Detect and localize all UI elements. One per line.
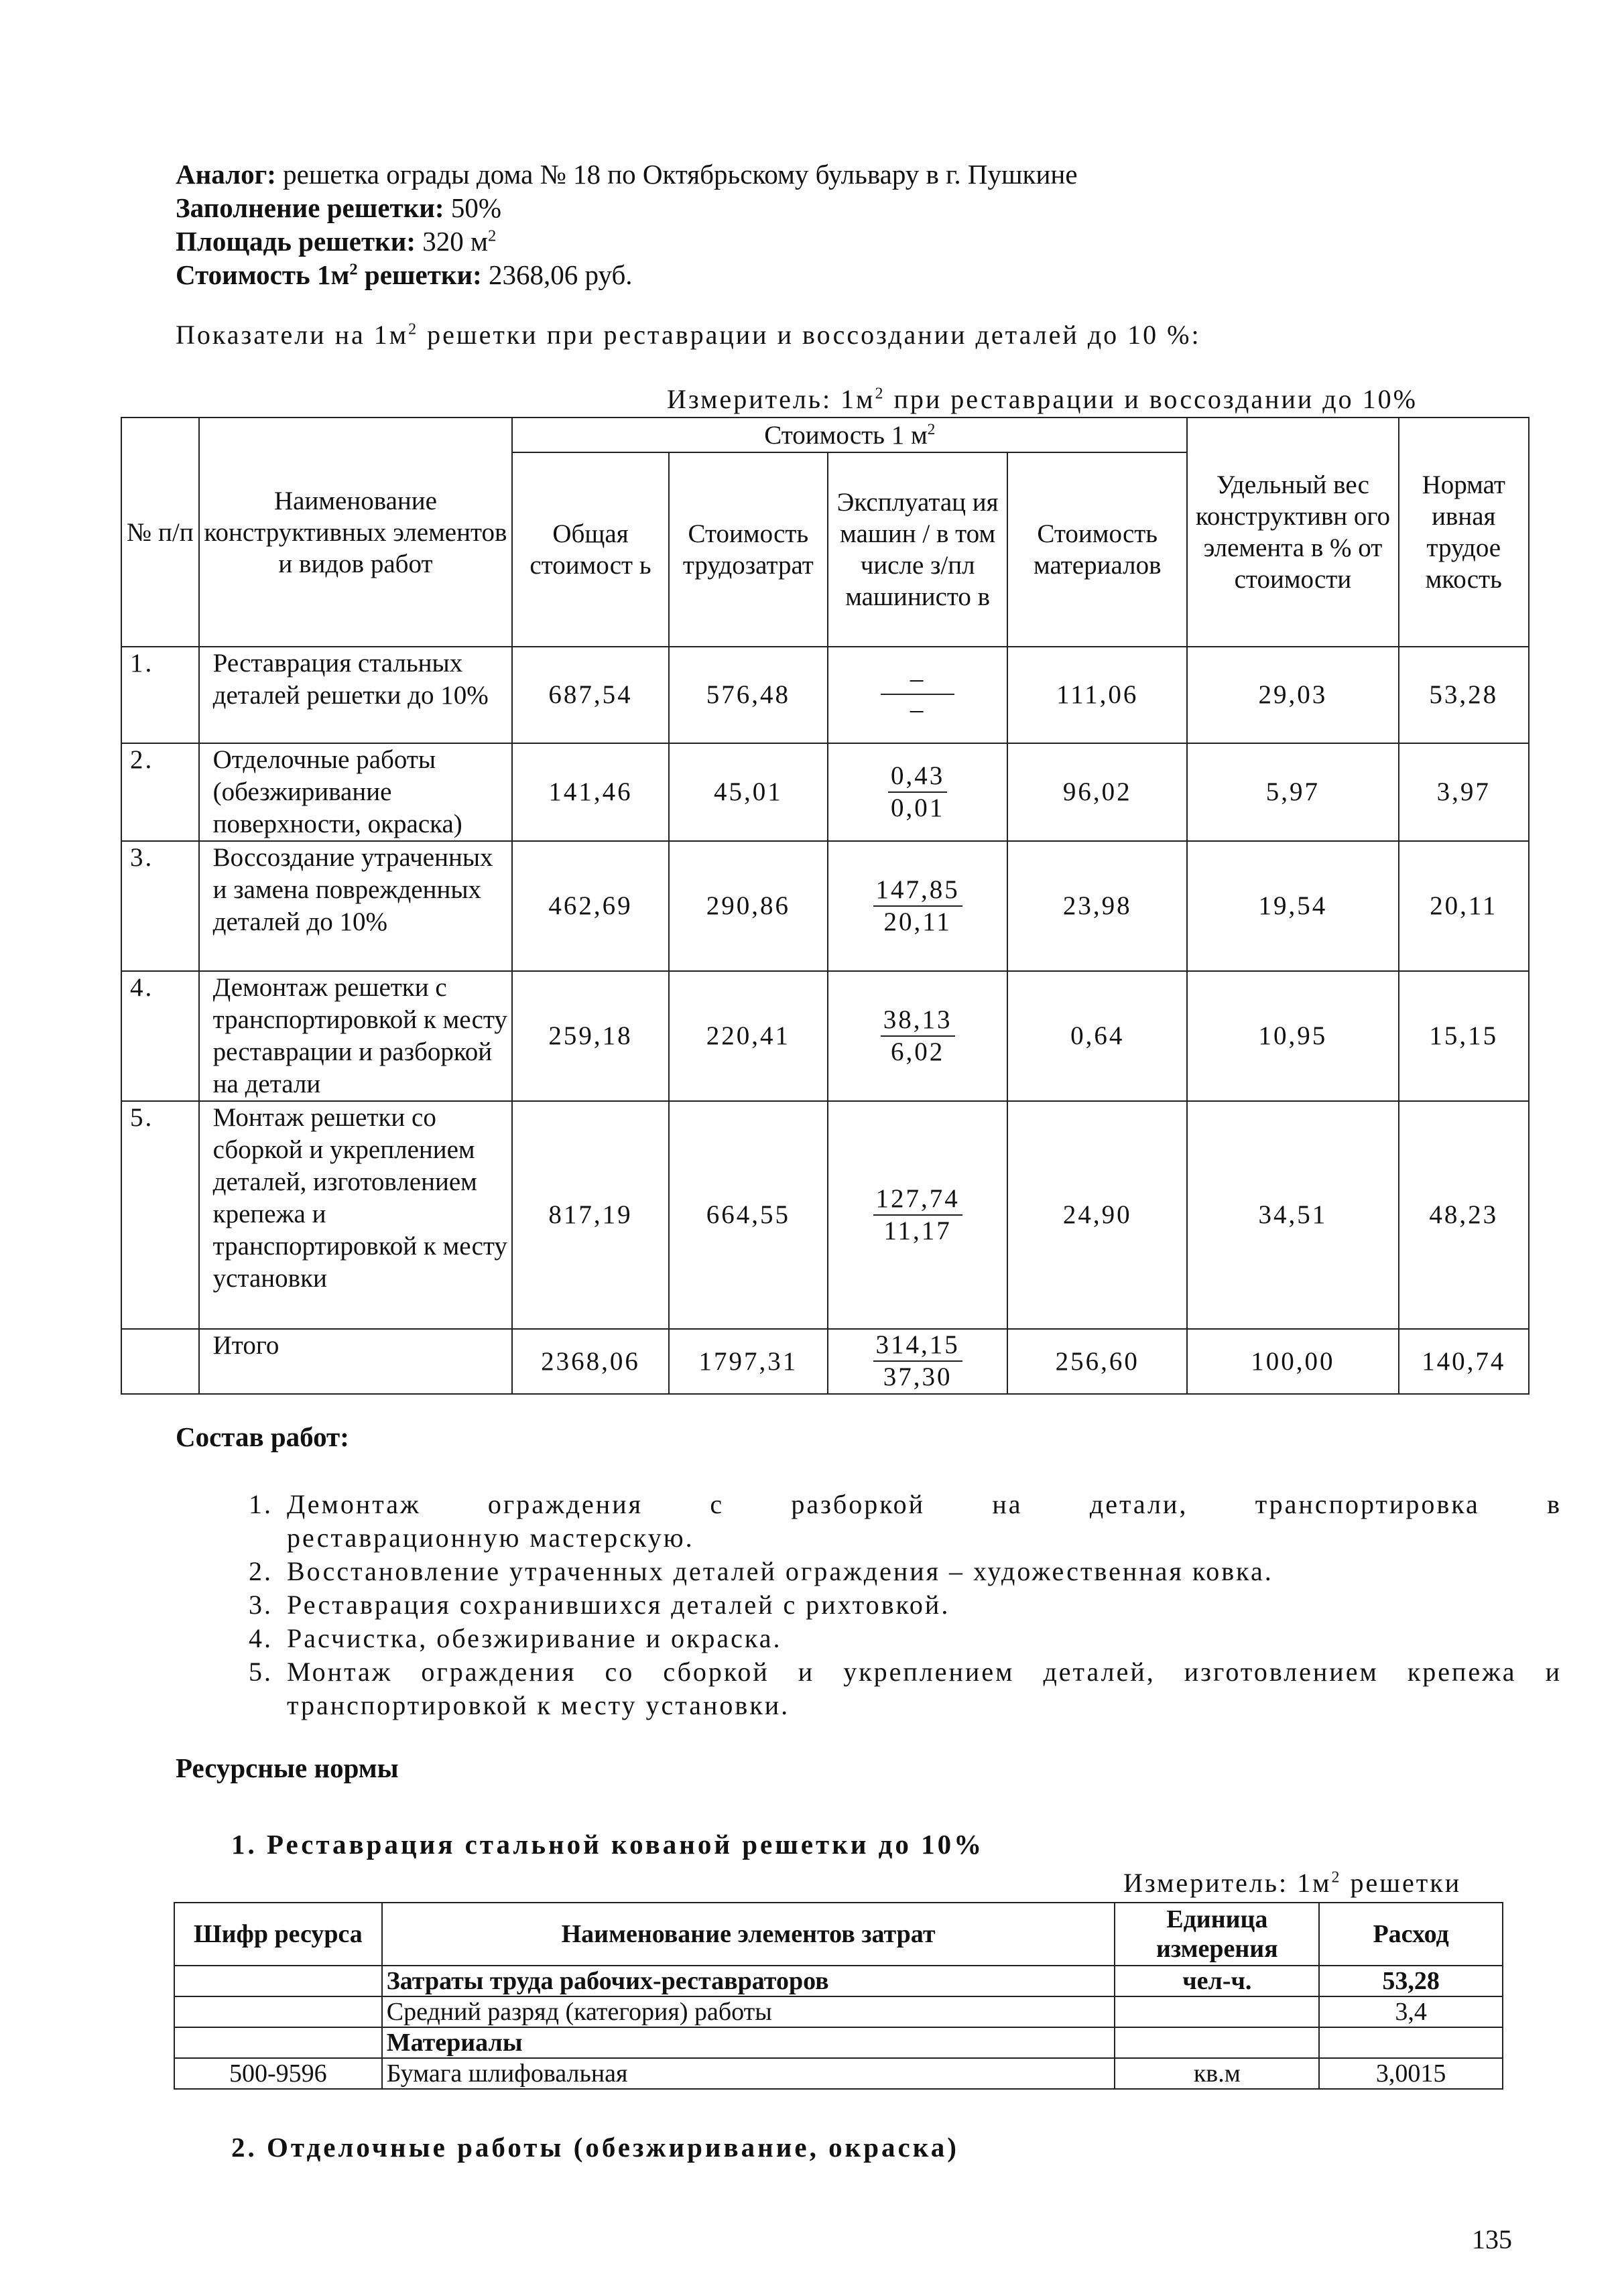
row-name: Монтаж решетки со сборкой и укреплением деталей, изготовлением крепежа и транспортировкой к месту установки — [199, 1101, 513, 1329]
cost-line — [176, 259, 633, 291]
resource-unit — [1115, 2027, 1319, 2058]
row-machines-top: 0,43 — [888, 761, 947, 793]
header-machines: Эксплуатац ия машин / в том числе з/пл машинисто в — [828, 452, 1007, 647]
works-item-5b: транспортировкой к месту установки. — [287, 1690, 790, 1720]
measure2-sup: 2 — [1331, 1868, 1342, 1887]
total-norm: 140,74 — [1399, 1329, 1529, 1394]
resource-code — [174, 2027, 382, 2058]
header-cost-group — [512, 418, 1187, 452]
resource-code — [174, 1966, 382, 1996]
row-machines-bottom: 6,02 — [891, 1037, 945, 1066]
resources-subheading-2: 2. Отделочные работы (обезжиривание, окраска) — [231, 2132, 959, 2163]
row-machines — [828, 743, 1007, 841]
measure1-text-a: Измеритель: 1м — [667, 384, 875, 414]
header-unit: Единица измерения — [1115, 1903, 1319, 1966]
total-name: Итого — [199, 1329, 513, 1394]
total-machines-top: 314,15 — [873, 1330, 962, 1362]
row-norm: 15,15 — [1399, 971, 1529, 1101]
measure2-text-a: Измеритель: 1м — [1123, 1868, 1332, 1898]
header-no: № п/п — [121, 418, 199, 647]
row-weight: 5,97 — [1187, 743, 1398, 841]
row-index: 3. — [121, 841, 199, 971]
row-machines-top: – — [910, 664, 926, 693]
row-index: 2. — [121, 743, 199, 841]
intro-sup: 2 — [408, 320, 419, 338]
row-machines-top: 147,85 — [873, 875, 962, 907]
resource-unit: кв.м — [1115, 2058, 1319, 2089]
resource-code — [174, 1996, 382, 2027]
table-row — [121, 841, 1529, 971]
row-total: 259,18 — [512, 971, 668, 1101]
row-total: 462,69 — [512, 841, 668, 971]
table-row — [121, 1101, 1529, 1329]
total-index — [121, 1329, 199, 1394]
row-machines-bottom: 0,01 — [891, 793, 945, 822]
row-norm: 53,28 — [1399, 647, 1529, 743]
row-labor: 45,01 — [669, 743, 828, 841]
total-machines — [828, 1329, 1007, 1394]
row-machines — [828, 841, 1007, 971]
area-line — [176, 225, 496, 257]
header-cost-group-sup: 2 — [927, 420, 936, 438]
header-amount: Расход — [1319, 1903, 1503, 1966]
resources-title: Ресурсные нормы — [176, 1752, 399, 1783]
resource-name: Материалы — [382, 2027, 1115, 2058]
intro-text-a: Показатели на 1м — [176, 320, 409, 350]
measure2-text-b: решетки — [1350, 1868, 1462, 1898]
row-weight: 29,03 — [1187, 647, 1398, 743]
page-number: 135 — [1472, 2224, 1512, 2254]
row-machines-top: 127,74 — [873, 1184, 962, 1216]
row-machines-bottom: 20,11 — [883, 907, 952, 936]
analog-label: Аналог: — [176, 159, 276, 190]
table-row — [174, 1966, 1503, 1996]
row-weight: 34,51 — [1187, 1101, 1398, 1329]
row-labor: 290,86 — [669, 841, 828, 971]
works-item-5a: 5. Монтаж ограждения со сборкой и укреплением деталей, изготовлением крепежа и — [287, 1657, 1562, 1687]
row-materials: 0,64 — [1007, 971, 1187, 1101]
header-norm: Нормат ивная трудое мкость — [1399, 418, 1529, 647]
indicators-table — [121, 417, 1530, 1395]
cost-label-a: Стоимость 1м — [176, 259, 350, 290]
row-machines-bottom: – — [910, 695, 926, 724]
total-total: 2368,06 — [512, 1329, 668, 1394]
table-row — [174, 2058, 1503, 2089]
list-item — [282, 1488, 1562, 1555]
area-label: Площадь решетки: — [176, 226, 416, 257]
works-item-1a: 1. Демонтаж ограждения с разборкой на детали, транспортировка в — [287, 1489, 1562, 1519]
row-machines — [828, 647, 1007, 743]
resources-table — [174, 1902, 1503, 2090]
fill-value: 50% — [450, 192, 501, 223]
row-labor: 576,48 — [669, 647, 828, 743]
works-title: Состав работ: — [176, 1421, 349, 1452]
resource-amount — [1319, 2027, 1503, 2058]
row-labor: 220,41 — [669, 971, 828, 1101]
measure1-text-b: при реставрации и воссоздании до 10% — [893, 384, 1418, 414]
row-norm: 3,97 — [1399, 743, 1529, 841]
table-row — [174, 2027, 1503, 2058]
intro-text-b: решетки при реставрации и воссоздании деталей до 10 %: — [427, 320, 1201, 350]
row-total: 817,19 — [512, 1101, 668, 1329]
area-value: 320 м — [422, 226, 488, 257]
row-name: Отделочные работы (обезжиривание поверхности, окраска) — [199, 743, 513, 841]
row-machines — [828, 1101, 1007, 1329]
list-item — [282, 1655, 1562, 1722]
row-norm: 48,23 — [1399, 1101, 1529, 1329]
total-labor: 1797,31 — [669, 1329, 828, 1394]
row-machines-top: 38,13 — [881, 1005, 955, 1037]
total-weight: 100,00 — [1187, 1329, 1398, 1394]
resource-name: Средний разряд (категория) работы — [382, 1996, 1115, 2027]
measure1-sup: 2 — [875, 385, 885, 403]
table-row — [121, 971, 1529, 1101]
resource-code: 500-9596 — [174, 2058, 382, 2089]
row-total: 687,54 — [512, 647, 668, 743]
row-name: Реставрация стальных деталей решетки до 10% — [199, 647, 513, 743]
resource-unit — [1115, 1996, 1319, 2027]
works-item-1b: реставрационную мастерскую. — [287, 1523, 694, 1553]
row-machines-bottom: 11,17 — [883, 1216, 952, 1245]
analog-value: решетка ограды дома № 18 по Октябрьскому бульвару в г. Пушкине — [283, 159, 1078, 190]
row-index: 5. — [121, 1101, 199, 1329]
resource-name: Затраты труда рабочих-реставраторов — [382, 1966, 1115, 1996]
row-materials: 96,02 — [1007, 743, 1187, 841]
header-labor: Стоимость трудозатрат — [669, 452, 828, 647]
cost-value: 2368,06 руб. — [489, 259, 633, 290]
header-materials: Стоимость материалов — [1007, 452, 1187, 647]
resource-amount: 53,28 — [1319, 1966, 1503, 1996]
row-index: 4. — [121, 971, 199, 1101]
row-labor: 664,55 — [669, 1101, 828, 1329]
table-row — [121, 647, 1529, 743]
row-index: 1. — [121, 647, 199, 743]
total-row — [121, 1329, 1529, 1394]
row-total: 141,46 — [512, 743, 668, 841]
fill-line — [176, 192, 501, 224]
header-weight: Удельный вес конструктивн ого элемента в % от стоимости — [1187, 418, 1398, 647]
row-name: Демонтаж решетки с транспортировкой к месту реставрации и разборкой на детали — [199, 971, 513, 1101]
row-materials: 24,90 — [1007, 1101, 1187, 1329]
resource-amount: 3,0015 — [1319, 2058, 1503, 2089]
header-code: Шифр ресурса — [174, 1903, 382, 1966]
row-norm: 20,11 — [1399, 841, 1529, 971]
table-row — [174, 1996, 1503, 2027]
header-cost-group-text: Стоимость 1 м — [764, 420, 928, 450]
row-name: Воссоздание утраченных и замена поврежденных деталей до 10% — [199, 841, 513, 971]
header-cost-element: Наименование элементов затрат — [382, 1903, 1115, 1966]
header-name: Наименование конструктивных элементов и видов работ — [199, 418, 513, 647]
total-machines-bottom: 37,30 — [883, 1362, 952, 1391]
row-weight: 10,95 — [1187, 971, 1398, 1101]
cost-label-sup: 2 — [349, 260, 358, 279]
measure-line-1 — [667, 383, 1418, 415]
analog-line — [176, 158, 1078, 190]
list-item: 3. Реставрация сохранившихся деталей с рихтовкой. — [282, 1588, 1562, 1622]
row-materials: 111,06 — [1007, 647, 1187, 743]
resource-amount: 3,4 — [1319, 1996, 1503, 2027]
list-item: 2. Восстановление утраченных деталей ограждения – художественная ковка. — [282, 1555, 1562, 1588]
resources-subheading-1: 1. Реставрация стальной кованой решетки до 10% — [231, 1829, 985, 1860]
cost-label-b: решетки: — [364, 259, 482, 290]
table-row — [121, 743, 1529, 841]
works-list — [221, 1488, 1562, 1722]
total-materials: 256,60 — [1007, 1329, 1187, 1394]
header-total: Общая стоимост ь — [512, 452, 668, 647]
fill-label: Заполнение решетки: — [176, 192, 444, 223]
list-item: 4. Расчистка, обезжиривание и окраска. — [282, 1622, 1562, 1655]
resource-name: Бумага шлифовальная — [382, 2058, 1115, 2089]
measure-line-2 — [1123, 1867, 1461, 1899]
row-machines — [828, 971, 1007, 1101]
row-materials: 23,98 — [1007, 841, 1187, 971]
resource-unit: чел-ч. — [1115, 1966, 1319, 1996]
row-weight: 19,54 — [1187, 841, 1398, 971]
intro-line — [176, 319, 1201, 350]
area-sup: 2 — [487, 227, 497, 245]
